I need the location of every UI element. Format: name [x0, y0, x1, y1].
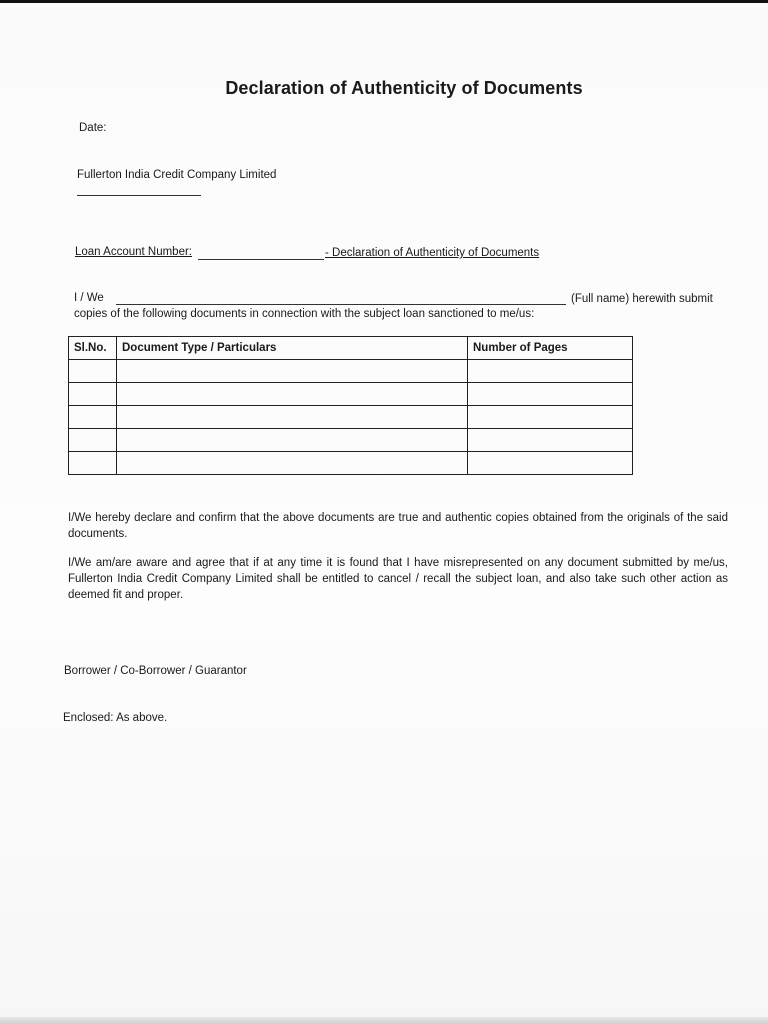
table-cell	[468, 383, 633, 406]
table-cell	[117, 406, 468, 429]
page-title: Declaration of Authenticity of Documents	[225, 78, 583, 98]
company-name: Fullerton India Credit Company Limited	[77, 169, 277, 181]
documents-table	[68, 336, 633, 475]
enclosed-label: Enclosed: As above.	[63, 712, 168, 724]
table-cell	[468, 406, 633, 429]
loan-account-subject: - Declaration of Authenticity of Documents	[325, 247, 540, 259]
table-row	[69, 452, 633, 475]
full-name-blank	[116, 304, 566, 305]
page-bottom-edge	[0, 1017, 768, 1024]
table-row	[69, 383, 633, 406]
copies-statement: copies of the following documents in connection with the subject loan sanctioned to me/us:	[74, 308, 535, 320]
table-cell	[69, 406, 117, 429]
table-header-document-type: Document Type / Particulars	[117, 337, 468, 360]
table-row	[69, 406, 633, 429]
table-header-slno: Sl.No.	[69, 337, 117, 360]
table-row	[69, 429, 633, 452]
company-address-line	[77, 195, 201, 196]
table-cell	[117, 452, 468, 475]
table-cell	[69, 360, 117, 383]
signatory-label: Borrower / Co-Borrower / Guarantor	[64, 665, 247, 677]
declaration-paragraph-authentic: I/We hereby declare and confirm that the above documents are true and authentic copies obtained from the originals of the said documents.	[68, 512, 728, 540]
loan-account-label: Loan Account Number:	[75, 246, 192, 258]
iwe-label: I / We	[74, 292, 104, 304]
table-cell	[117, 383, 468, 406]
table-cell	[468, 452, 633, 475]
table-cell	[69, 383, 117, 406]
declaration-paragraph-misrepresentation: I/We am/are aware and agree that if at any time it is found that I have misrepresented on any document submitted by me/us, Fullerton India Credit Company Limited shall be entitled to cancel / recall the subject loan, and also take such other action as deemed fit and proper.	[68, 557, 728, 601]
table-cell	[468, 360, 633, 383]
table-cell	[69, 429, 117, 452]
full-name-suffix: (Full name) herewith submit	[571, 293, 713, 305]
table-cell	[117, 360, 468, 383]
table-cell	[468, 429, 633, 452]
loan-account-blank	[198, 259, 324, 260]
date-label: Date:	[79, 122, 107, 134]
page-top-edge	[0, 0, 768, 3]
table-cell	[69, 452, 117, 475]
table-header-pages: Number of Pages	[468, 337, 633, 360]
table-header-row	[69, 337, 633, 360]
table-cell	[117, 429, 468, 452]
table-row	[69, 360, 633, 383]
